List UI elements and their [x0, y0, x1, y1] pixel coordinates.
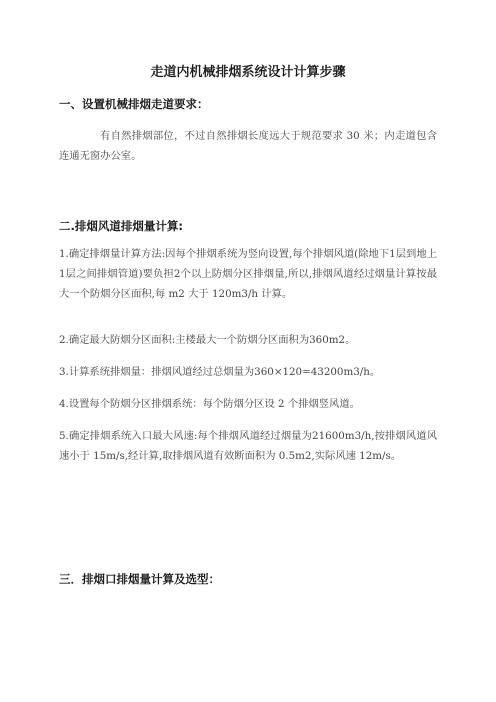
section-2-heading: 二.排烟风道排烟量计算:: [59, 219, 183, 233]
section-1-paragraph: 有自然排烟部位，不过自然排烟长度远大于规范要求 30 米；内走道包含连通无窗办公室。: [59, 130, 437, 162]
document-title: 走道内机械排烟系统设计计算步骤: [150, 65, 346, 80]
section-3-heading: 三．排烟口排烟量计算及选型：: [59, 572, 220, 586]
section-2-paragraph-4: 4.设置每个防烟分区排烟系统：每个防烟分区设 2 个排烟竖风道。: [59, 398, 360, 410]
section-2-paragraph-3: 3.计算系统排烟量：排烟风道经过总烟量为360×120=43200m3/h。: [59, 366, 381, 378]
section-2-paragraph-1: 1.确定排烟量计算方法:因每个排烟系统为竖向设置,每个排烟风道(除地下1层到地上1层之间排烟管道)要负担2个以上防烟分区排烟量,所以,排烟风道经过烟量计算按最大一个防烟分区面积,每 m2 大于 120m3/h 计算。: [59, 248, 437, 300]
section-2-paragraph-2: 2.确定最大防烟分区面积:主楼最大一个防烟分区面积为360m2。: [59, 334, 356, 346]
section-1-heading: 一、设置机械排烟走道要求：: [59, 97, 209, 111]
section-2-paragraph-5: 5.确定排烟系统入口最大风速:每个排烟风道经过烟量为21600m3/h,按排烟风道风速小于 15m/s,经计算,取排烟风道有效断面积为 0.5m2,实际风速 12m/s。: [59, 430, 437, 462]
